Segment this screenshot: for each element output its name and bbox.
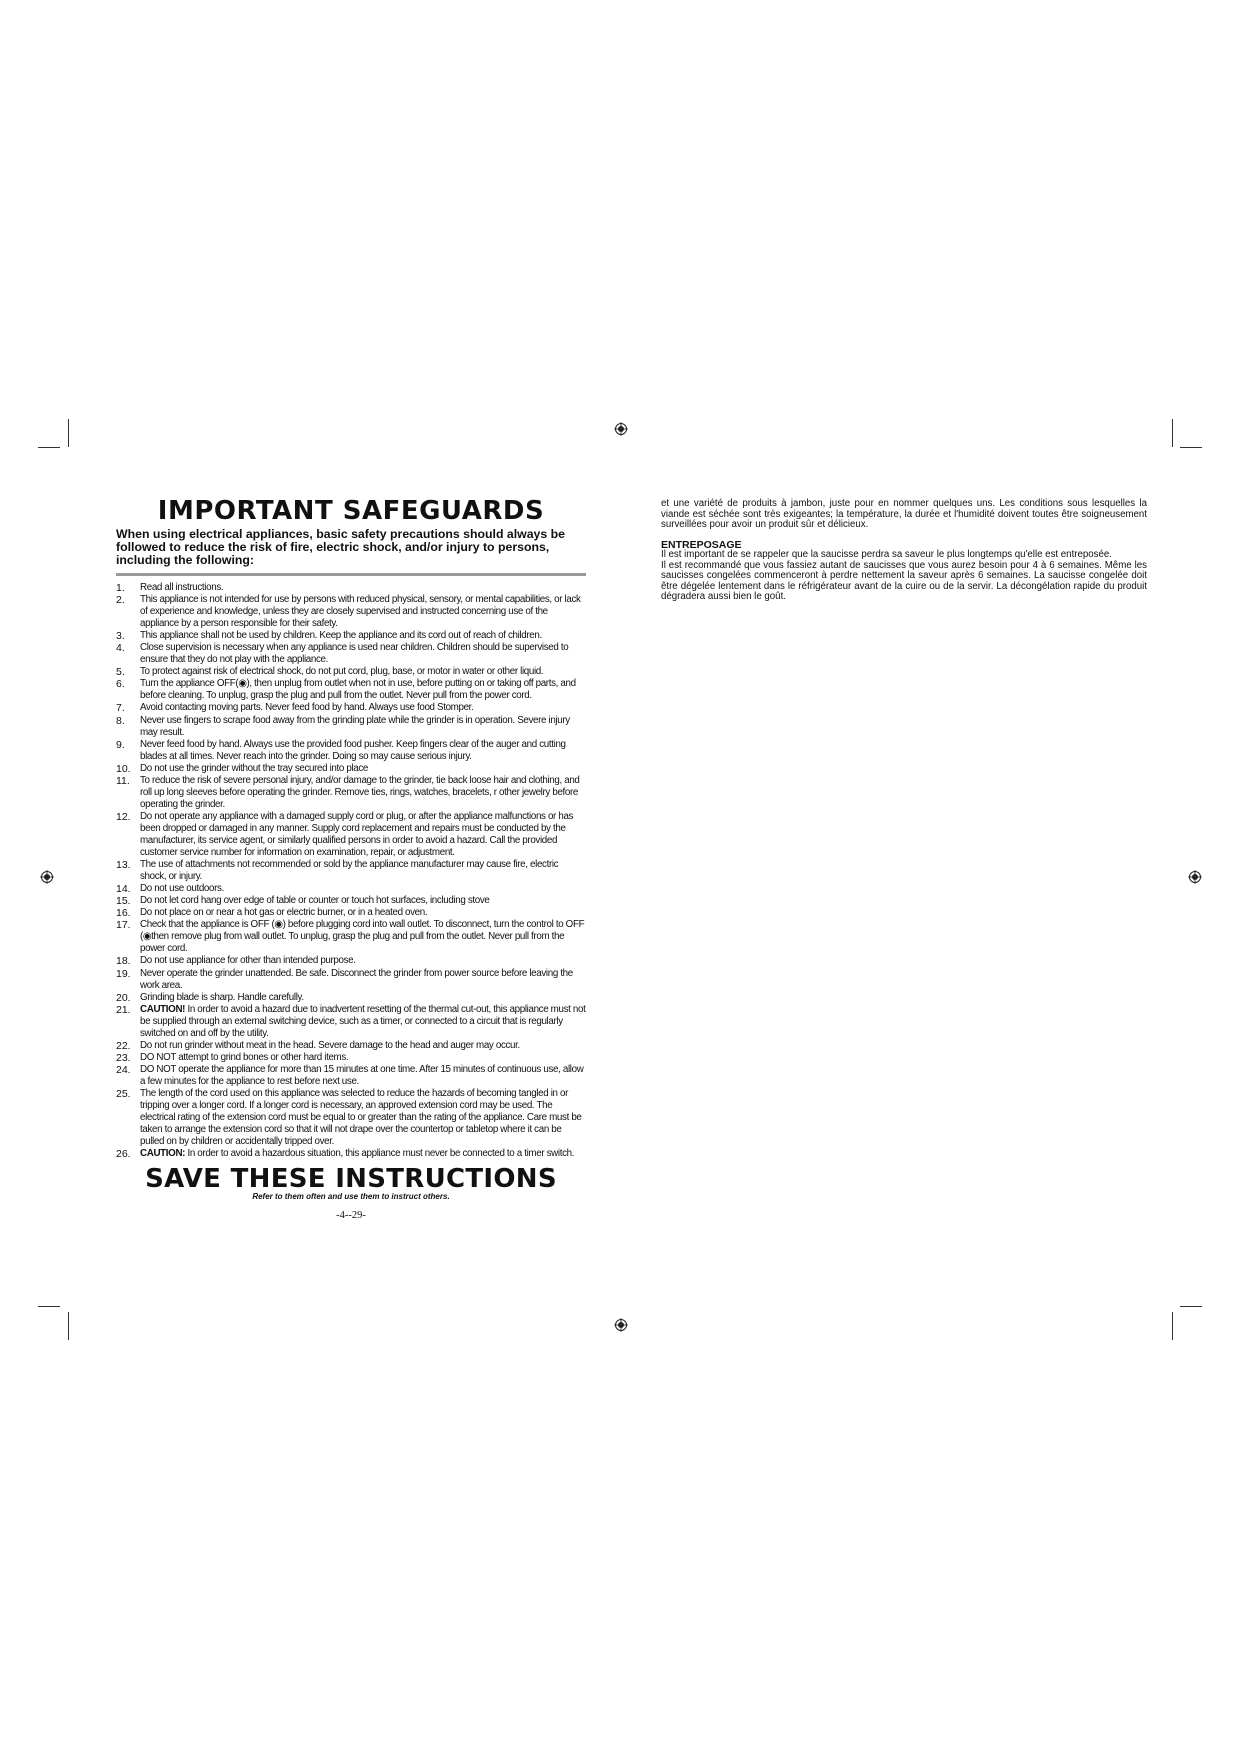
- list-item-text: Do not operate any appliance with a damaged supply cord or plug, or after the appliance malfunctions or has been dropped or damaged in any manner. Supply cord replacement and repairs must be conducted by the manufacturer, its service agent, or similarly qualified persons in order to avoid a hazard. Call the provided customer service number for information on examination, repair, or adjustment.: [140, 810, 574, 859]
- crop-mark: [1180, 1306, 1202, 1307]
- list-item-number: 5.: [116, 666, 125, 679]
- list-item: [116, 582, 586, 594]
- list-item-text: Do not run grinder without meat in the head. Severe damage to the head and auger may occur.: [140, 1039, 520, 1051]
- list-item: [116, 883, 586, 895]
- paragraph: et une variété de produits à jambon, juste pour en nommer quelques uns. Les conditions sous lesquelles la viande est séchée sont très exigeantes; la température, la durée et l'humidité doivent toutes être soigneusement surveillées pour avoir un produit sûr et délicieux.: [661, 498, 1147, 530]
- crop-mark: [38, 447, 60, 448]
- list-item-number: 7.: [116, 702, 125, 715]
- list-item-number: 1.: [116, 582, 125, 594]
- list-item-number: 13.: [116, 859, 131, 872]
- list-item: [116, 1088, 586, 1148]
- list-item-number: 2.: [116, 594, 125, 607]
- caution-label: CAUTION:: [140, 1148, 186, 1160]
- list-item: [116, 955, 586, 967]
- list-item: [116, 907, 586, 919]
- list-item: [116, 702, 586, 714]
- list-item-number: 18.: [116, 955, 131, 968]
- list-item-number: 8.: [116, 714, 125, 727]
- list-item: [116, 1148, 586, 1160]
- list-item: [116, 666, 586, 678]
- safeguards-list: [116, 582, 586, 1160]
- paragraph: Il est recommandé que vous fassiez autant de saucisses que vous aurez besoin pour 4 à 6 semaines. Même les saucisses congelées commenceront à perdre nettement la saveur après 6 semaines. La saucisse congelée doit être dégelée lentement dans le réfrigérateur avant de la cuire ou de la servir. La décongélation rapide du produit dégradera aussi bien le goût.: [661, 559, 1147, 602]
- crop-mark: [1172, 1312, 1173, 1340]
- list-item: [116, 1040, 586, 1052]
- list-item-number: 15.: [116, 895, 131, 908]
- list-item-number: 14.: [116, 883, 131, 896]
- list-item: [116, 992, 586, 1004]
- list-item: [116, 642, 586, 666]
- divider: [116, 573, 586, 576]
- list-item-text: To protect against risk of electrical shock, do not put cord, plug, base, or motor in water or other liquid.: [140, 666, 544, 678]
- list-item-number: 6.: [116, 678, 125, 691]
- list-item-text: Close supervision is necessary when any appliance is used near children. Children should be supervised to ensure that they do not play with the appliance.: [140, 642, 569, 666]
- list-item-number: 20.: [116, 991, 131, 1004]
- list-item-text: Avoid contacting moving parts. Never feed food by hand. Always use food Stomper.: [140, 702, 474, 714]
- list-item-text: The length of the cord used on this appliance was selected to reduce the hazards of becoming tangled in or tripping over a longer cord. If a longer cord is necessary, an approved extension cord may be used. The electrical rating of the extension cord must be equal to or greater than the rating of the appliance. Care must be taken to arrange the extension cord so that it will not drape over the countertop or tabletop where it can be pulled on by children or accidentally tripped over.: [140, 1087, 582, 1148]
- list-item: [116, 895, 586, 907]
- list-item-number: 17.: [116, 919, 131, 932]
- list-item-text: This appliance shall not be used by children. Keep the appliance and its cord out of reach of children.: [140, 630, 542, 642]
- list-item-text: In order to avoid a hazardous situation, this appliance must never be connected to a timer switch.: [185, 1148, 575, 1160]
- list-item-text: Never use fingers to scrape food away from the grinding plate while the grinder is in operation. Severe injury may result.: [140, 714, 570, 738]
- page-number: -4--29-: [336, 1210, 366, 1222]
- list-item-text: This appliance is not intended for use by persons with reduced physical, sensory, or mental capabilities, or lack of experience and knowledge, unless they are closely supervised and instructed concerning use of the appliance by a person responsible for their safety.: [140, 594, 581, 630]
- list-item-text: Turn the appliance OFF(◉), then unplug from outlet when not in use, before putting on or taking off parts, and before cleaning. To unplug, grasp the plug and pull from the outlet. Never pull from the power cord.: [140, 678, 576, 702]
- list-item: [116, 919, 586, 955]
- right-page: [661, 499, 1147, 603]
- list-item-text: Do not let cord hang over edge of table or counter or touch hot surfaces, including stove: [140, 895, 490, 907]
- list-item-number: 25.: [116, 1087, 131, 1100]
- list-item: [116, 1052, 586, 1064]
- crop-mark: [68, 419, 69, 447]
- page-title: IMPORTANT SAFEGUARDS: [157, 496, 545, 526]
- list-item-text: Do not use the grinder without the tray secured into place: [140, 762, 369, 774]
- intro-text: When using electrical appliances, basic safety precautions should always be followed to reduce the risk of fire, electric shock, and/or injury to persons, including the following:: [116, 527, 565, 567]
- registration-mark-icon: [40, 870, 54, 884]
- list-item: [116, 1064, 586, 1088]
- list-item: [116, 739, 586, 763]
- list-item: [116, 968, 586, 992]
- list-item-text: Do not place on or near a hot gas or electric burner, or in a heated oven.: [140, 907, 428, 919]
- list-item-text: Never operate the grinder unattended. Be safe. Disconnect the grinder from power source before leaving the work area.: [140, 967, 573, 991]
- list-item-text: To reduce the risk of severe personal injury, and/or damage to the grinder, tie back loose hair and clothing, and roll up long sleeves before operating the grinder. Remove ties, rings, watches, bracelets, r other jewelry before operating the grinder.: [140, 774, 580, 810]
- save-instructions-title: SAVE THESE INSTRUCTIONS: [145, 1164, 557, 1195]
- list-item: [116, 859, 586, 883]
- list-item: [116, 1004, 586, 1040]
- list-item: [116, 594, 586, 630]
- list-item-text: Never feed food by hand. Always use the provided food pusher. Keep fingers clear of the auger and cutting blades at all times. Never reach into the grinder. Doing so may cause serious injury.: [140, 738, 566, 762]
- list-item: [116, 715, 586, 739]
- list-item-text: In order to avoid a hazard due to inadvertent resetting of the thermal cut-out, this appliance must not be supplied through an external switching device, such as a timer, or connected to a circuit that is regularly switched on and off by the utility.: [140, 1003, 586, 1039]
- left-page: [116, 496, 586, 1221]
- list-item-number: 19.: [116, 967, 131, 980]
- list-item-text: The use of attachments not recommended or sold by the appliance manufacturer may cause fire, electric shock, or injury.: [140, 859, 559, 883]
- list-item-number: 11.: [116, 774, 130, 787]
- list-item-text: Do not use outdoors.: [140, 883, 224, 895]
- list-item-text: Grinding blade is sharp. Handle carefully.: [140, 991, 304, 1003]
- caution-label: CAUTION!: [140, 1003, 186, 1015]
- list-item-text: DO NOT operate the appliance for more than 15 minutes at one time. After 15 minutes of continuous use, allow a few minutes for the appliance to rest before next use.: [140, 1063, 584, 1087]
- list-item: [116, 775, 586, 811]
- crop-mark: [38, 1306, 60, 1307]
- paragraph: Il est important de se rappeler que la saucisse perdra sa saveur le plus longtemps qu'elle est entreposée.: [661, 549, 1112, 560]
- registration-mark-icon: [1188, 870, 1202, 884]
- registration-mark-icon: [614, 422, 628, 436]
- list-item-number: 12.: [116, 810, 131, 823]
- list-item-text: DO NOT attempt to grind bones or other hard items.: [140, 1051, 349, 1063]
- list-item: [116, 811, 586, 859]
- list-item-number: 22.: [116, 1039, 131, 1052]
- list-item-number: 4.: [116, 642, 125, 655]
- crop-mark: [68, 1312, 69, 1340]
- registration-mark-icon: [614, 1318, 628, 1332]
- list-item-number: 10.: [116, 762, 131, 775]
- list-item-text: Read all instructions.: [140, 582, 224, 593]
- crop-mark: [1180, 447, 1202, 448]
- list-item-text: Check that the appliance is OFF (◉) before plugging cord into wall outlet. To disconnect, turn the control to OFF (◉then remove plug from wall outlet. To unplug, grasp the plug and pull from the outlet. Never pull from the power cord.: [140, 919, 585, 955]
- list-item: [116, 763, 586, 775]
- list-item-number: 24.: [116, 1063, 131, 1076]
- list-item-number: 26.: [116, 1148, 131, 1161]
- list-item-number: 9.: [116, 738, 125, 751]
- list-item-number: 3.: [116, 630, 125, 643]
- list-item-number: 23.: [116, 1051, 131, 1064]
- list-item: [116, 678, 586, 702]
- list-item-text: Do not use appliance for other than intended purpose.: [140, 955, 356, 967]
- crop-mark: [1172, 419, 1173, 447]
- section-heading: ENTREPOSAGE: [661, 538, 742, 551]
- list-item-number: 21.: [116, 1003, 131, 1016]
- list-item: [116, 630, 586, 642]
- list-item-number: 16.: [116, 907, 131, 920]
- save-instructions-subtitle: Refer to them often and use them to instruct others.: [252, 1192, 450, 1202]
